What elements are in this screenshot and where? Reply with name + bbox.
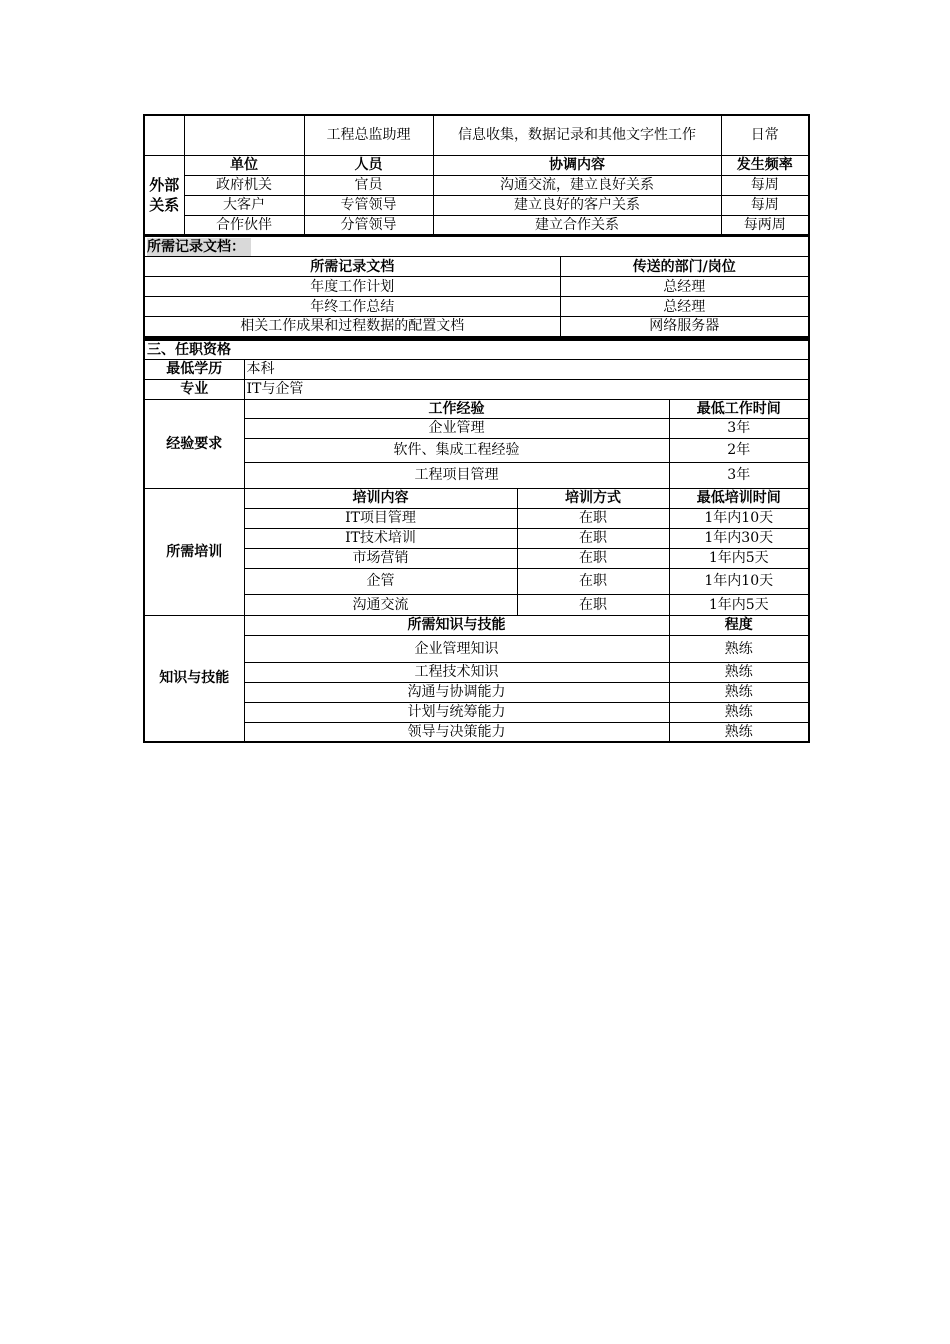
column-header: 传送的部门/岗位 <box>560 257 809 277</box>
column-header: 工作经验 <box>244 399 669 418</box>
column-header: 培训方式 <box>517 488 669 508</box>
column-header: 最低培训时间 <box>669 488 809 508</box>
records-title: 所需记录文档： <box>147 238 251 256</box>
cell: 建立良好的客户关系 <box>433 195 721 215</box>
qualification-table <box>143 338 810 744</box>
cell: 熟练 <box>669 702 809 722</box>
cell: 熟练 <box>669 722 809 742</box>
skills-header-row <box>144 615 809 635</box>
major-value: IT与企管 <box>244 379 809 399</box>
cell: 1年内5天 <box>669 594 809 615</box>
cell: 熟练 <box>669 682 809 702</box>
cell: 官员 <box>304 175 433 195</box>
cell: 合作伙伴 <box>184 215 304 235</box>
column-header: 发生频率 <box>721 155 809 175</box>
internal-relation-row <box>144 115 809 155</box>
cell: 相关工作成果和过程数据的配置文档 <box>144 317 560 337</box>
training-label: 所需培训 <box>144 488 244 615</box>
cell: 熟练 <box>669 662 809 682</box>
table-row <box>144 195 809 215</box>
column-header: 所需知识与技能 <box>244 615 669 635</box>
column-header: 程度 <box>669 615 809 635</box>
cell: 总经理 <box>560 277 809 297</box>
relation-content: 信息收集，数据记录和其他文字性工作 <box>433 115 721 155</box>
cell: 1年内5天 <box>669 548 809 568</box>
table-row <box>144 508 809 528</box>
external-header-row <box>144 155 809 175</box>
cell: 沟通交流 <box>244 594 517 615</box>
table-row <box>144 438 809 462</box>
qualification-title-row <box>144 339 809 359</box>
cell: 领导与决策能力 <box>244 722 669 742</box>
cell: 计划与统筹能力 <box>244 702 669 722</box>
table-row <box>144 418 809 438</box>
relation-person: 工程总监助理 <box>304 115 433 155</box>
major-row <box>144 379 809 399</box>
records-title-row <box>144 237 809 257</box>
cell: IT项目管理 <box>244 508 517 528</box>
table-row <box>144 702 809 722</box>
education-label: 最低学历 <box>144 359 244 379</box>
table-row <box>144 462 809 488</box>
external-relations-label: 外部关系 <box>144 155 184 235</box>
cell: 建立合作关系 <box>433 215 721 235</box>
records-table <box>143 236 810 338</box>
cell: 专管领导 <box>304 195 433 215</box>
blank-cell <box>184 115 304 155</box>
cell: 每周 <box>721 195 809 215</box>
cell: 软件、集成工程经验 <box>244 438 669 462</box>
column-header: 培训内容 <box>244 488 517 508</box>
cell: 在职 <box>517 508 669 528</box>
cell: 3年 <box>669 462 809 488</box>
cell: 企业管理知识 <box>244 635 669 662</box>
cell: 在职 <box>517 594 669 615</box>
table-row <box>144 635 809 662</box>
table-row <box>144 317 809 337</box>
skills-label: 知识与技能 <box>144 615 244 742</box>
major-label: 专业 <box>144 379 244 399</box>
cell: 工程项目管理 <box>244 462 669 488</box>
training-header-row <box>144 488 809 508</box>
job-description-sheet <box>143 114 808 743</box>
relations-table <box>143 114 810 236</box>
column-header: 所需记录文档 <box>144 257 560 277</box>
cell: 2年 <box>669 438 809 462</box>
table-row <box>144 175 809 195</box>
experience-label: 经验要求 <box>144 399 244 488</box>
education-row <box>144 359 809 379</box>
cell: 3年 <box>669 418 809 438</box>
records-header-row <box>144 257 809 277</box>
cell: 沟通与协调能力 <box>244 682 669 702</box>
relation-frequency: 日常 <box>721 115 809 155</box>
table-row <box>144 297 809 317</box>
experience-header-row <box>144 399 809 418</box>
cell: 在职 <box>517 548 669 568</box>
table-row <box>144 594 809 615</box>
cell: 1年内10天 <box>669 568 809 594</box>
cell: 1年内30天 <box>669 528 809 548</box>
cell: 网络服务器 <box>560 317 809 337</box>
cell: 沟通交流，建立良好关系 <box>433 175 721 195</box>
table-row <box>144 682 809 702</box>
table-row <box>144 277 809 297</box>
cell: 年终工作总结 <box>144 297 560 317</box>
cell: 每周 <box>721 175 809 195</box>
section-title: 三、任职资格 <box>144 339 809 359</box>
table-row <box>144 722 809 742</box>
cell: 在职 <box>517 568 669 594</box>
cell: 在职 <box>517 528 669 548</box>
cell: 分管领导 <box>304 215 433 235</box>
cell: IT技术培训 <box>244 528 517 548</box>
table-row <box>144 548 809 568</box>
cell: 总经理 <box>560 297 809 317</box>
cell: 年度工作计划 <box>144 277 560 297</box>
education-value: 本科 <box>244 359 809 379</box>
cell: 市场营销 <box>244 548 517 568</box>
cell: 熟练 <box>669 635 809 662</box>
table-row <box>144 568 809 594</box>
column-header: 人员 <box>304 155 433 175</box>
table-row <box>144 528 809 548</box>
column-header: 单位 <box>184 155 304 175</box>
cell: 政府机关 <box>184 175 304 195</box>
cell: 每两周 <box>721 215 809 235</box>
cell: 企业管理 <box>244 418 669 438</box>
blank-cell <box>144 115 184 155</box>
column-header: 协调内容 <box>433 155 721 175</box>
table-row <box>144 215 809 235</box>
column-header: 最低工作时间 <box>669 399 809 418</box>
table-row <box>144 662 809 682</box>
cell: 大客户 <box>184 195 304 215</box>
cell: 工程技术知识 <box>244 662 669 682</box>
cell: 企管 <box>244 568 517 594</box>
cell: 1年内10天 <box>669 508 809 528</box>
